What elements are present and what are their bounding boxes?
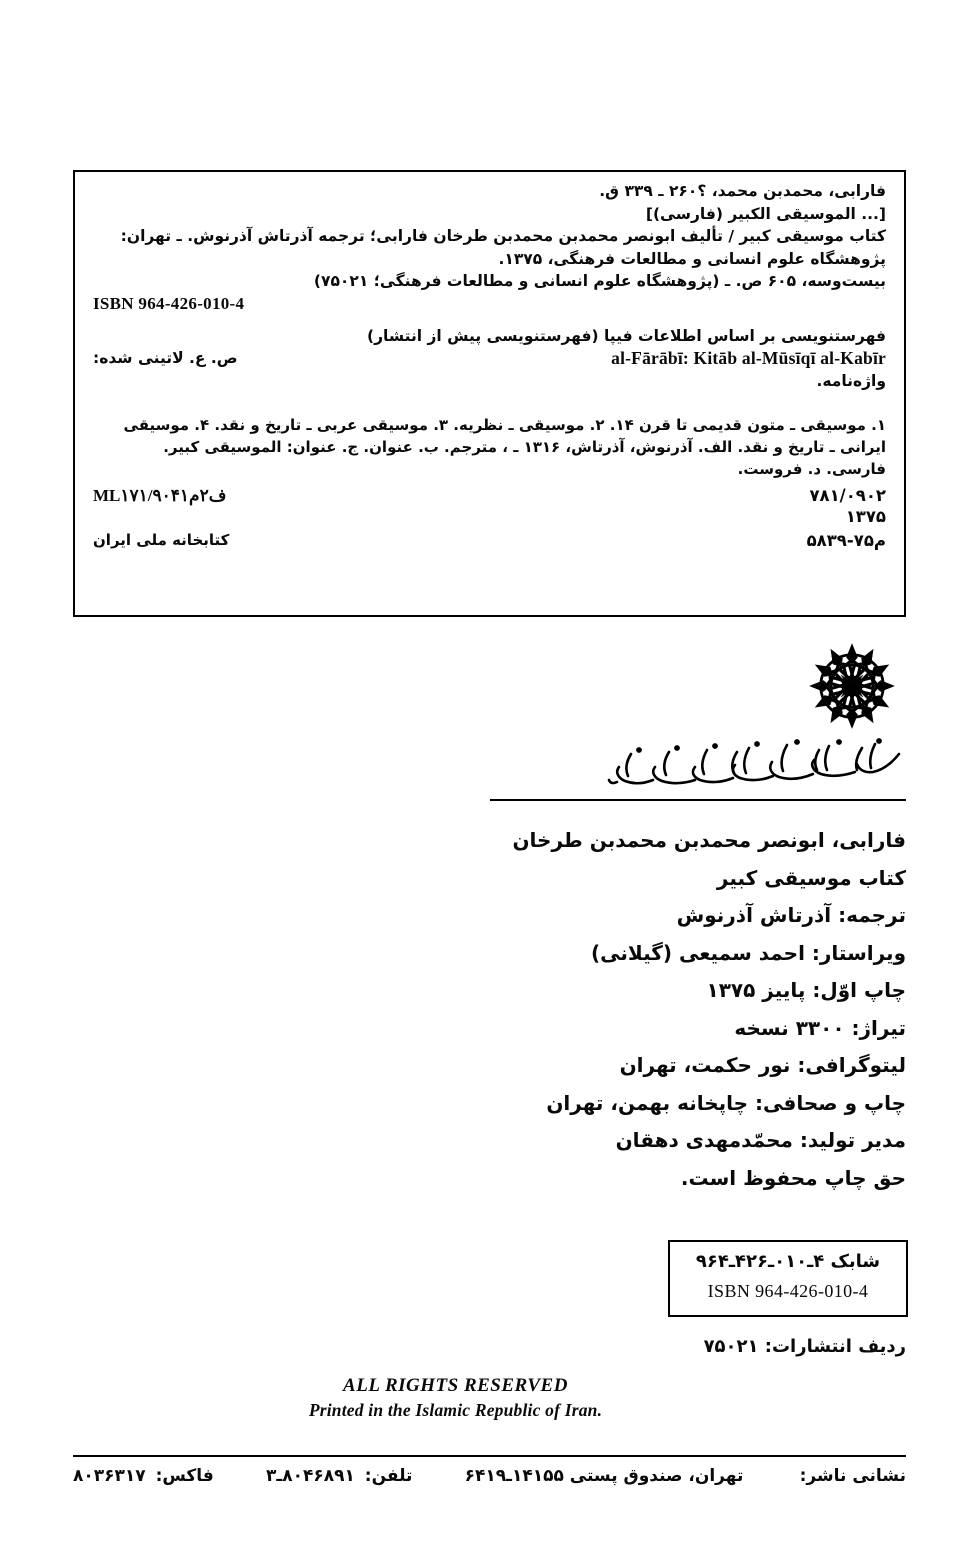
rights-block (0, 1373, 979, 1422)
colophon-line: ویراستار: احمد سمیعی (گیلانی) (591, 940, 906, 965)
cip-call-number-year: ۱۳۷۵ (845, 507, 886, 526)
colophon-line: چاپ و صحافی: چاپخانه بهمن، تهران (546, 1090, 906, 1115)
cip-author-heading: فارابی، محمدبن محمد، ؟۲۶۰ ـ ۳۳۹ ق. (599, 182, 886, 200)
cip-classification-row (93, 486, 886, 506)
cip-isbn: ISBN 964-426-010-4 (93, 293, 245, 313)
cip-dewey-number: ۷۸۱/۰۹۰۲ (809, 486, 886, 505)
cip-romanized-label: ص. ع. لاتینی شده: (93, 349, 238, 367)
phone-wrap (266, 1466, 412, 1486)
isbn-persian: شابک ۴ـ۰۱۰ـ۴۲۶ـ۹۶۴ (695, 1251, 881, 1272)
cip-subjects-line-2: ایرانی ـ تاریخ و نقد. الف. آذرنوش، آذرتاش، ۱۳۱۶ ـ ، مترجم. ب. عنوان. ج. عنوان: الموسیقی کبیر. (163, 438, 886, 456)
all-rights-reserved: ALL RIGHTS RESERVED (343, 1375, 568, 1396)
footer-rule (73, 1455, 906, 1457)
cip-box (73, 170, 906, 617)
phone-label: تلفن: (364, 1466, 413, 1486)
publisher-script-logo (607, 736, 907, 788)
cip-collation: بیست‌وسه، ۶۰۵ ص. ـ (پژوهشگاه علوم انسانی و مطالعات فرهنگی؛ ۷۵۰۲۱) (313, 272, 886, 290)
colophon-line: فارابی، ابونصر محمدبن محمدبن طرخان (512, 828, 906, 852)
cip-uniform-title: [... الموسیقی الکبیر (فارسی)] (645, 204, 886, 223)
cip-record-row (93, 531, 886, 550)
colophon-line: چاپ اوّل: پاییز ۱۳۷۵ (706, 978, 906, 1002)
fax-label: فاکس: (155, 1466, 214, 1486)
cip-record-number: م۷۵-۵۸۳۹ (806, 530, 886, 550)
cip-romanized-title: al-Fārābī: Kitāb al-Mūsīqī al-Kabīr (611, 348, 886, 368)
colophon-line: تیراژ: ۳۳۰۰ نسخه (734, 1015, 906, 1040)
cip-imprint: پژوهشگاه علوم انسانی و مطالعات فرهنگی، ۱۳۷۵. (498, 249, 886, 268)
address-label: نشانی ناشر: (799, 1466, 906, 1486)
colophon-block (73, 822, 906, 1197)
cip-statement-of-responsibility: کتاب موسیقی کبیر / تألیف ابونصر محمدبن محمدبن طرخان فارابی؛ ترجمه آذرتاش آذرنوش. ـ تهران: (120, 227, 886, 245)
cip-cataloging-note: فهرستنویسی بر اساس اطلاعات فیپا (فهرستنویسی پیش از انتشار) (367, 326, 886, 345)
cip-glossary-note: واژه‌نامه. (816, 371, 886, 390)
cip-subjects-line-1: ۱. موسیقی ـ متون قدیمی تا قرن ۱۴. ۲. موسیقی ـ نظریه. ۳. موسیقی عربی ـ تاریخ و نقد. ۴. موسیقی (123, 416, 886, 434)
fax-value: ۸۰۳۶۳۱۷ (73, 1466, 146, 1486)
colophon-line: لیتوگرافی: نور حکمت، تهران (619, 1053, 906, 1077)
address-value: تهران، صندوق پستی ۱۴۱۵۵ـ۶۴۱۹ (464, 1466, 744, 1486)
publisher-emblem-area (0, 640, 979, 790)
cip-romanized-row (93, 347, 886, 370)
cip-national-library: کتابخانه ملی ایران (93, 530, 230, 549)
colophon-line: حق چاپ محفوظ است. (680, 1165, 906, 1190)
printed-in-statement: Printed in the Islamic Republic of Iran. (308, 1400, 603, 1420)
phone-value: ۸۰۴۶۸۹۱ـ۳ (266, 1466, 355, 1486)
cip-subjects-line-3: فارسی. د. فروست. (737, 460, 886, 478)
colophon-line: ترجمه: آذرتاش آذرنوش (676, 903, 906, 927)
fax-wrap (73, 1466, 214, 1486)
publisher-address (796, 1466, 906, 1486)
series-number: ردیف انتشارات: ۷۵۰۲۱ (703, 1336, 906, 1357)
cip-call-number: ML۱۷۱/ف۲م۹۰۴۱ (93, 486, 227, 505)
colophon-line: کتاب موسیقی کبیر (716, 865, 906, 890)
address-value-wrap (465, 1466, 744, 1486)
rosette-emblem-icon (806, 640, 898, 732)
colophon-line: مدیر تولید: محمّدمهدی دهقان (615, 1128, 906, 1152)
publisher-contact-footer (73, 1466, 906, 1486)
isbn-latin: ISBN 964-426-010-4 (707, 1281, 869, 1301)
section-divider (490, 799, 906, 801)
isbn-box (668, 1240, 908, 1317)
